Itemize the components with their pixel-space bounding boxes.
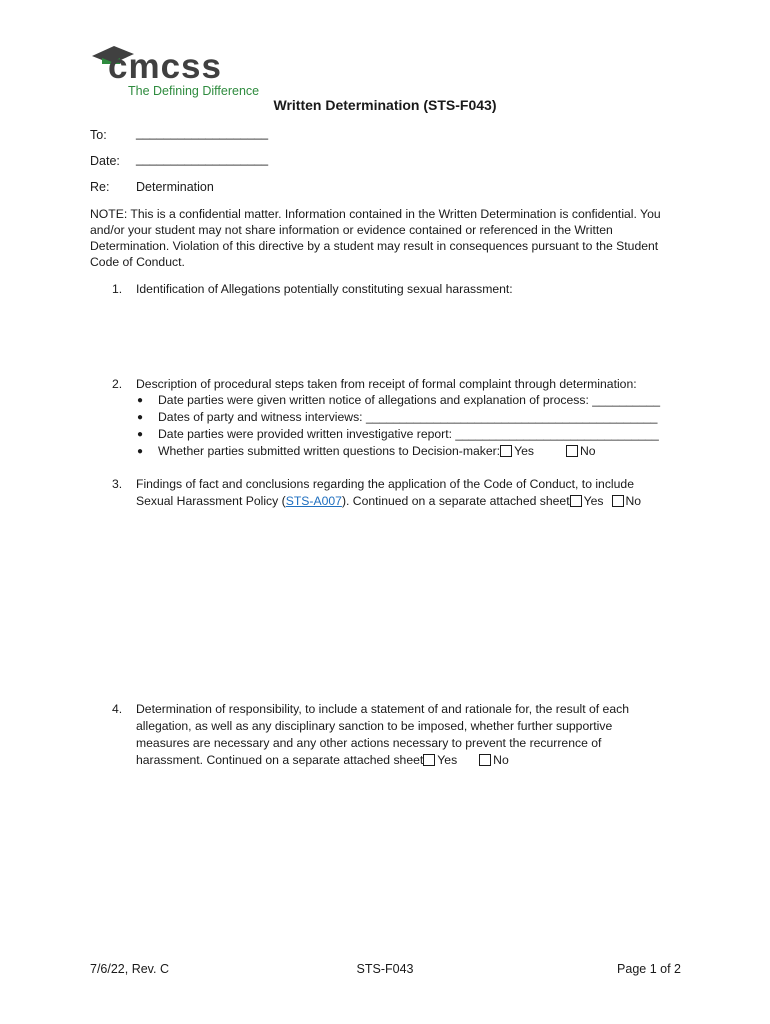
no-label: No [625,494,642,508]
bullet-icon: ● [137,412,144,423]
bullet-icon: ● [137,429,144,440]
item-1-number: 1. [112,282,123,296]
date-label: Date: [90,154,120,168]
bullet-icon: ● [137,446,144,457]
item-2-bullet-4 [158,444,596,458]
no-checkbox[interactable] [612,495,624,507]
item-2-yes-option[interactable] [500,444,534,458]
yes-checkbox[interactable] [570,495,582,507]
item-2-bullet-4-text: Whether parties submitted written questions to Decision-maker: [158,444,501,458]
item-2-number: 2. [112,377,123,391]
yes-checkbox[interactable] [500,445,512,457]
item-4-line-2: allegation, as well as any disciplinary sanction to be imposed, whether further supportive [136,719,613,733]
item-3-number: 3. [112,477,123,491]
item-2-no-option[interactable] [566,444,596,458]
date-field[interactable]: ___________________ [136,152,269,166]
page-title: Written Determination (STS-F043) [273,97,497,113]
item-3-line-2 [136,493,681,510]
no-checkbox[interactable] [479,754,491,766]
item-3-no-option[interactable] [612,494,642,508]
footer-revision: 7/6/22, Rev. C [90,962,169,976]
confidentiality-note: NOTE: This is a confidential matter. Information contained in the Written Determination is confidential. You and/or your student may not share information or evidence contained or referenced in the Written Determination. Violation of this directive by a student may result in consequences pursuant to the Student Code of Conduct. [90,207,661,269]
item-4-line-3: measures are necessary and any other actions necessary to prevent the recurrence of [136,736,602,750]
item-4-line-4-text: harassment. Continued on a separate attached sheet [136,753,424,767]
item-4-no-option[interactable] [479,753,509,767]
item-2-bullet-1: Date parties were given written notice of allegations and explanation of process: __________ [158,393,661,407]
footer-page-number: Page 1 of 2 [617,962,681,976]
policy-link[interactable]: STS-A007 [285,494,342,508]
no-label: No [493,753,509,767]
re-value: Determination [136,180,214,194]
logo-tagline: The Defining Difference [128,84,260,98]
item-3-yes-option[interactable] [570,494,604,508]
item-4-number: 4. [112,702,123,716]
no-label: No [579,444,596,458]
no-checkbox[interactable] [566,445,578,457]
bullet-icon: ● [137,395,144,406]
item-2-bullet-2: Dates of party and witness interviews: ___________________________________________ [158,410,658,424]
item-2-text: Description of procedural steps taken from receipt of formal complaint through determination: [136,377,637,391]
item-4-text [136,701,681,769]
footer-form-id: STS-F043 [356,962,414,976]
item-4-line-1: Determination of responsibility, to include a statement of and rationale for, the result of each [136,702,629,716]
item-4-line-4 [136,752,681,769]
re-label: Re: [90,180,110,194]
yes-label: Yes [437,753,458,767]
yes-checkbox[interactable] [423,754,435,766]
to-label: To: [90,128,107,142]
logo-wordmark: cmcss [108,47,222,86]
item-1-text: Identification of Allegations potentially constituting sexual harassment: [136,282,513,296]
cmcss-logo [90,44,260,100]
item-3-line-1: Findings of fact and conclusions regarding the application of the Code of Conduct, to include [136,477,634,491]
yes-label: Yes [583,494,604,508]
item-3-line-2-post: ). Continued on a separate attached sheet [341,494,570,508]
item-3-line-2-pre: Sexual Harassment Policy ( [136,494,286,508]
item-2-bullet-3: Date parties were provided written investigative report: ______________________________ [158,427,659,441]
item-3-text [136,476,681,510]
item-4-yes-option[interactable] [423,753,457,767]
yes-label: Yes [514,444,534,458]
to-field[interactable]: ___________________ [136,126,269,140]
